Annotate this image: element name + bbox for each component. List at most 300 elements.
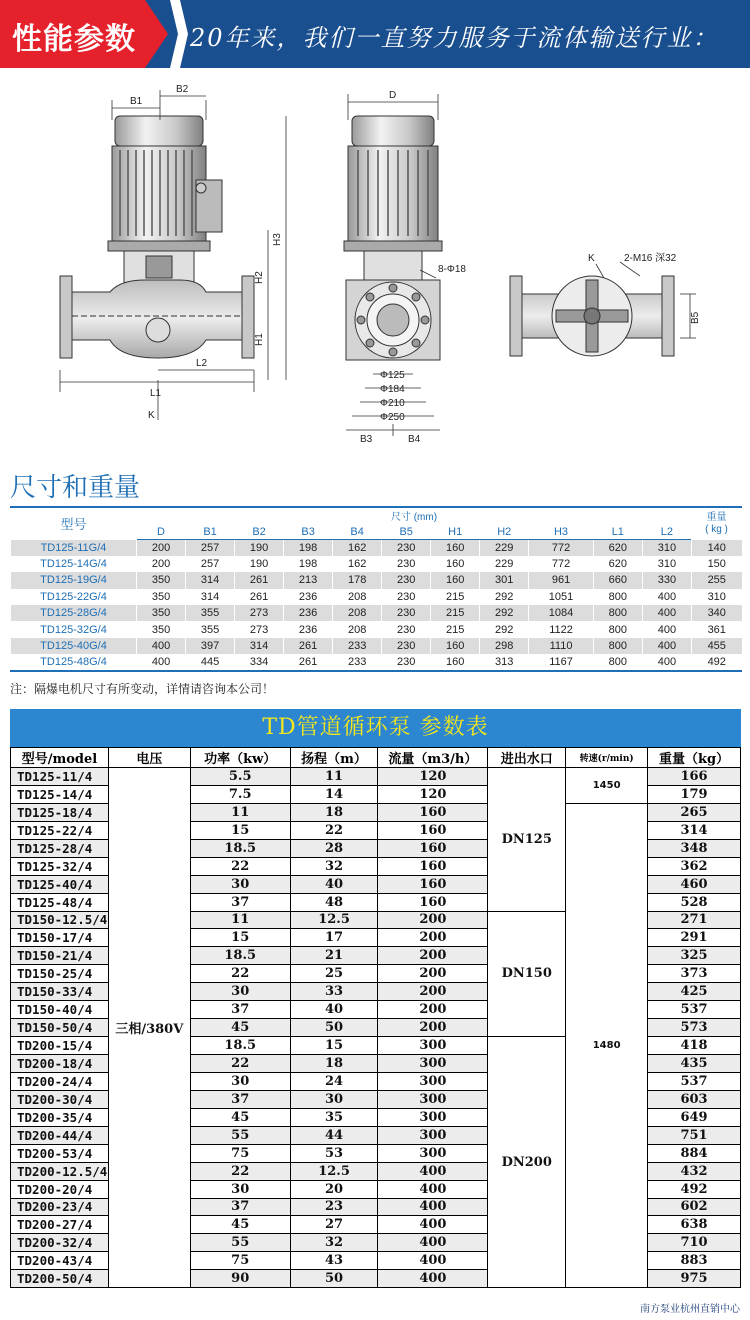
dim-value-cell: 400 — [137, 638, 186, 654]
param-power-cell: 5.5 — [190, 768, 290, 786]
label-dia125: Φ125 — [380, 370, 405, 381]
param-model-cell: TD150-12.5/4 — [11, 911, 109, 929]
dim-value-cell: 200 — [137, 540, 186, 556]
param-weight-cell: 883 — [648, 1252, 741, 1270]
label-bolt: 8-Φ18 — [438, 264, 466, 275]
dim-unit-header: 尺寸 (mm) — [137, 507, 692, 524]
param-model-cell: TD200-20/4 — [11, 1180, 109, 1198]
param-power-cell: 75 — [190, 1144, 290, 1162]
dimensions-table — [10, 506, 742, 672]
param-power-cell: 45 — [190, 1108, 290, 1126]
dimensions-note: 注：隔爆电机尺寸有所变动，详情请咨询本公司！ — [10, 682, 275, 696]
dim-value-cell: 160 — [431, 572, 480, 588]
param-head-cell: 50 — [290, 1019, 378, 1037]
params-section — [10, 709, 741, 1288]
dim-value-cell: 215 — [431, 621, 480, 637]
param-weight-cell: 179 — [648, 785, 741, 803]
param-head-cell: 15 — [290, 1037, 378, 1055]
param-head-cell: 40 — [290, 875, 378, 893]
dim-column-header: B2 — [235, 524, 284, 540]
dim-value-cell: 961 — [529, 572, 594, 588]
dim-value-cell: 198 — [284, 556, 333, 572]
param-power-cell: 22 — [190, 1162, 290, 1180]
dim-value-cell: 800 — [593, 589, 642, 605]
param-weight-cell: 435 — [648, 1055, 741, 1073]
param-model-cell: TD125-28/4 — [11, 839, 109, 857]
dim-value-cell: 230 — [382, 572, 431, 588]
param-head-cell: 35 — [290, 1108, 378, 1126]
param-flow-cell: 400 — [378, 1234, 488, 1252]
dim-value-cell: 208 — [333, 589, 382, 605]
param-power-cell: 90 — [190, 1270, 290, 1288]
drawing-svg — [0, 80, 750, 460]
label-dia210: Φ210 — [380, 398, 405, 409]
param-head-cell: 30 — [290, 1090, 378, 1108]
param-model-cell: TD125-22/4 — [11, 821, 109, 839]
param-model-cell: TD125-14/4 — [11, 785, 109, 803]
param-header-port: 进出水口 — [488, 748, 566, 768]
label-l2: L2 — [196, 358, 208, 369]
dim-table-row — [11, 654, 742, 670]
param-weight-cell: 265 — [648, 803, 741, 821]
param-model-cell: TD200-35/4 — [11, 1108, 109, 1126]
dim-column-header: B1 — [186, 524, 235, 540]
inlet-flange — [60, 276, 72, 358]
label-h3: H3 — [272, 233, 283, 246]
param-power-cell: 18.5 — [190, 1037, 290, 1055]
dim-value-cell: 261 — [235, 589, 284, 605]
params-table-body — [11, 768, 741, 1288]
param-header-model: 型号/model — [11, 748, 109, 768]
dim-column-header: H1 — [431, 524, 480, 540]
param-head-cell: 17 — [290, 929, 378, 947]
side-view — [344, 90, 466, 445]
param-weight-cell: 418 — [648, 1037, 741, 1055]
dim-value-cell: 230 — [382, 621, 431, 637]
param-power-cell: 15 — [190, 821, 290, 839]
dim-value-cell: 208 — [333, 605, 382, 621]
param-weight-cell: 537 — [648, 1072, 741, 1090]
dim-value-cell: 257 — [186, 556, 235, 572]
param-head-cell: 24 — [290, 1072, 378, 1090]
param-model-cell: TD200-24/4 — [11, 1072, 109, 1090]
dim-value-cell: 620 — [593, 556, 642, 572]
dim-value-cell: 1110 — [529, 638, 594, 654]
top-view — [510, 252, 701, 356]
label-b3: B3 — [360, 434, 373, 445]
dim-value-cell: 190 — [235, 556, 284, 572]
param-header-weight: 重量（kg） — [648, 748, 741, 768]
param-weight-cell: 638 — [648, 1216, 741, 1234]
dim-model-cell: TD125-22G/4 — [11, 589, 137, 605]
param-flow-cell: 200 — [378, 1019, 488, 1037]
label-m16: 2-M16 深32 — [624, 253, 677, 264]
label-dia184: Φ184 — [380, 384, 405, 395]
param-flow-cell: 300 — [378, 1037, 488, 1055]
dim-value-cell: 400 — [642, 654, 691, 670]
dim-value-cell: 162 — [333, 556, 382, 572]
param-power-cell: 37 — [190, 1001, 290, 1019]
dim-table-row — [11, 605, 742, 621]
motor-cover — [115, 116, 203, 146]
param-head-cell: 53 — [290, 1144, 378, 1162]
dim-value-cell: 620 — [593, 540, 642, 556]
param-head-cell: 43 — [290, 1252, 378, 1270]
param-flow-cell: 300 — [378, 1126, 488, 1144]
dim-column-header: B4 — [333, 524, 382, 540]
param-flow-cell: 300 — [378, 1144, 488, 1162]
dim-value-cell: 313 — [480, 654, 529, 670]
dim-value-cell: 355 — [186, 605, 235, 621]
param-weight-cell: 271 — [648, 911, 741, 929]
param-flow-cell: 120 — [378, 785, 488, 803]
dim-value-cell: 233 — [333, 654, 382, 670]
param-head-cell: 25 — [290, 965, 378, 983]
param-power-cell: 18.5 — [190, 947, 290, 965]
label-b4: B4 — [408, 434, 421, 445]
dim-value-cell: 292 — [480, 605, 529, 621]
dim-value-cell: 310 — [642, 540, 691, 556]
param-flow-cell: 300 — [378, 1108, 488, 1126]
dim-value-cell: 772 — [529, 556, 594, 572]
param-head-cell: 40 — [290, 1001, 378, 1019]
param-model-cell: TD200-27/4 — [11, 1216, 109, 1234]
footer-credit: 南方泵业杭州直销中心 — [640, 1304, 740, 1315]
dim-value-cell: 455 — [692, 638, 742, 654]
param-flow-cell: 400 — [378, 1162, 488, 1180]
dim-value-cell: 230 — [382, 556, 431, 572]
param-weight-cell: 975 — [648, 1270, 741, 1288]
dim-value-cell: 310 — [692, 589, 742, 605]
param-model-cell: TD150-40/4 — [11, 1001, 109, 1019]
param-flow-cell: 200 — [378, 1001, 488, 1019]
dim-value-cell: 215 — [431, 605, 480, 621]
dim-value-cell: 190 — [235, 540, 284, 556]
param-weight-cell: 432 — [648, 1162, 741, 1180]
param-header-voltage: 电压 — [108, 748, 190, 768]
label-b1: B1 — [130, 96, 143, 107]
param-weight-cell: 602 — [648, 1198, 741, 1216]
dim-model-cell: TD125-11G/4 — [11, 540, 137, 556]
dim-model-cell: TD125-28G/4 — [11, 605, 137, 621]
dim-value-cell: 1084 — [529, 605, 594, 621]
param-model-cell: TD200-44/4 — [11, 1126, 109, 1144]
param-model-cell: TD200-43/4 — [11, 1252, 109, 1270]
dim-value-cell: 198 — [284, 540, 333, 556]
dim-value-cell: 800 — [593, 638, 642, 654]
param-model-cell: TD125-48/4 — [11, 893, 109, 911]
param-head-cell: 12.5 — [290, 1162, 378, 1180]
dim-value-cell: 273 — [235, 621, 284, 637]
dim-value-cell: 233 — [333, 638, 382, 654]
param-model-cell: TD200-15/4 — [11, 1037, 109, 1055]
param-power-cell: 11 — [190, 911, 290, 929]
param-model-cell: TD125-18/4 — [11, 803, 109, 821]
dim-table-row — [11, 638, 742, 654]
param-speed-cell: 1480 — [566, 803, 648, 1287]
dim-table-body — [11, 540, 742, 671]
dim-value-cell: 160 — [431, 556, 480, 572]
param-port-cell: DN150 — [488, 911, 566, 1037]
param-model-cell: TD150-33/4 — [11, 983, 109, 1001]
param-head-cell: 20 — [290, 1180, 378, 1198]
param-head-cell: 23 — [290, 1198, 378, 1216]
dim-value-cell: 236 — [284, 621, 333, 637]
dim-column-header: D — [137, 524, 186, 540]
dim-value-cell: 400 — [642, 621, 691, 637]
param-head-cell: 32 — [290, 1234, 378, 1252]
param-flow-cell: 400 — [378, 1216, 488, 1234]
param-weight-cell: 649 — [648, 1108, 741, 1126]
dim-column-header: H3 — [529, 524, 594, 540]
dim-value-cell: 255 — [692, 572, 742, 588]
param-flow-cell: 300 — [378, 1090, 488, 1108]
dim-value-cell: 772 — [529, 540, 594, 556]
dim-value-cell: 350 — [137, 572, 186, 588]
param-head-cell: 48 — [290, 893, 378, 911]
param-head-cell: 11 — [290, 768, 378, 786]
dim-value-cell: 236 — [284, 605, 333, 621]
dim-value-cell: 200 — [137, 556, 186, 572]
dim-value-cell: 160 — [431, 638, 480, 654]
dim-value-cell: 314 — [235, 638, 284, 654]
param-head-cell: 50 — [290, 1270, 378, 1288]
param-weight-cell: 751 — [648, 1126, 741, 1144]
param-power-cell: 22 — [190, 965, 290, 983]
dim-model-cell: TD125-48G/4 — [11, 654, 137, 670]
dim-model-header: 型号 — [11, 507, 137, 540]
header-slogan: 20年来，我们一直努力服务于流体输送行业： — [190, 24, 719, 52]
dim-value-cell: 355 — [186, 621, 235, 637]
dim-value-cell: 230 — [382, 638, 431, 654]
dim-value-cell: 340 — [692, 605, 742, 621]
dim-value-cell: 273 — [235, 605, 284, 621]
dim-value-cell: 400 — [137, 654, 186, 670]
param-power-cell: 37 — [190, 893, 290, 911]
params-title: TD管道循环泵 参数表 — [10, 709, 741, 747]
param-weight-cell: 492 — [648, 1180, 741, 1198]
dim-value-cell: 178 — [333, 572, 382, 588]
dim-value-cell: 445 — [186, 654, 235, 670]
dim-model-cell: TD125-40G/4 — [11, 638, 137, 654]
param-weight-cell: 573 — [648, 1019, 741, 1037]
dim-value-cell: 261 — [284, 654, 333, 670]
param-flow-cell: 200 — [378, 965, 488, 983]
dim-value-cell: 298 — [480, 638, 529, 654]
param-power-cell: 30 — [190, 983, 290, 1001]
dim-column-header: H2 — [480, 524, 529, 540]
dim-value-cell: 400 — [642, 605, 691, 621]
dim-value-cell: 230 — [382, 605, 431, 621]
param-weight-cell: 710 — [648, 1234, 741, 1252]
param-power-cell: 22 — [190, 1055, 290, 1073]
dim-weight-header — [692, 507, 742, 540]
dim-model-cell: TD125-32G/4 — [11, 621, 137, 637]
dim-value-cell: 261 — [235, 572, 284, 588]
param-flow-cell: 160 — [378, 803, 488, 821]
label-k-top: K — [588, 253, 595, 264]
side-motor-cover — [352, 116, 434, 146]
param-model-cell: TD200-32/4 — [11, 1234, 109, 1252]
top-inlet-flange — [510, 276, 522, 356]
param-flow-cell: 300 — [378, 1055, 488, 1073]
param-header-flow: 流量（m3/h） — [378, 748, 488, 768]
param-power-cell: 37 — [190, 1198, 290, 1216]
param-flow-cell: 400 — [378, 1270, 488, 1288]
dim-value-cell: 230 — [382, 540, 431, 556]
outlet-flange — [242, 276, 254, 358]
param-model-cell: TD125-11/4 — [11, 768, 109, 786]
dim-value-cell: 162 — [333, 540, 382, 556]
dim-value-cell: 160 — [431, 540, 480, 556]
param-model-cell: TD125-32/4 — [11, 857, 109, 875]
param-power-cell: 11 — [190, 803, 290, 821]
dim-value-cell: 1122 — [529, 621, 594, 637]
dim-value-cell: 492 — [692, 654, 742, 670]
dim-value-cell: 400 — [642, 589, 691, 605]
param-power-cell: 55 — [190, 1126, 290, 1144]
dim-value-cell: 230 — [382, 654, 431, 670]
dim-value-cell: 314 — [186, 589, 235, 605]
param-power-cell: 30 — [190, 1072, 290, 1090]
param-flow-cell: 160 — [378, 893, 488, 911]
dim-model-cell: TD125-19G/4 — [11, 572, 137, 588]
label-d: D — [389, 90, 397, 101]
param-power-cell: 45 — [190, 1019, 290, 1037]
dim-value-cell: 229 — [480, 540, 529, 556]
param-model-cell: TD200-53/4 — [11, 1144, 109, 1162]
param-power-cell: 18.5 — [190, 839, 290, 857]
param-flow-cell: 400 — [378, 1180, 488, 1198]
label-k-front: K — [148, 410, 155, 421]
dim-column-header: B3 — [284, 524, 333, 540]
param-power-cell: 30 — [190, 1180, 290, 1198]
param-model-cell: TD200-30/4 — [11, 1090, 109, 1108]
dim-value-cell: 397 — [186, 638, 235, 654]
param-flow-cell: 200 — [378, 911, 488, 929]
dim-value-cell: 213 — [284, 572, 333, 588]
dim-value-cell: 361 — [692, 621, 742, 637]
dim-table-row — [11, 556, 742, 572]
param-power-cell: 7.5 — [190, 785, 290, 803]
param-flow-cell: 300 — [378, 1072, 488, 1090]
dim-value-cell: 140 — [692, 540, 742, 556]
param-flow-cell: 120 — [378, 768, 488, 786]
dim-value-cell: 150 — [692, 556, 742, 572]
param-power-cell: 37 — [190, 1090, 290, 1108]
param-model-cell: TD200-50/4 — [11, 1270, 109, 1288]
param-weight-cell: 537 — [648, 1001, 741, 1019]
header-title: 性能参数 — [12, 22, 136, 57]
dim-value-cell: 257 — [186, 540, 235, 556]
param-weight-cell: 528 — [648, 893, 741, 911]
param-weight-cell: 884 — [648, 1144, 741, 1162]
param-power-cell: 55 — [190, 1234, 290, 1252]
dim-table-row — [11, 540, 742, 556]
param-header-power: 功率（kw） — [190, 748, 290, 768]
label-b5: B5 — [690, 311, 701, 324]
dim-value-cell: 301 — [480, 572, 529, 588]
params-table — [10, 747, 741, 1288]
dim-table-row — [11, 621, 742, 637]
param-weight-cell: 314 — [648, 821, 741, 839]
param-power-cell: 22 — [190, 857, 290, 875]
label-h2: H2 — [254, 271, 265, 284]
param-header-head: 扬程（m） — [290, 748, 378, 768]
dim-weight-unit: ( kg ) — [705, 523, 728, 535]
param-flow-cell: 400 — [378, 1198, 488, 1216]
dim-value-cell: 800 — [593, 654, 642, 670]
label-b2: B2 — [176, 84, 189, 95]
top-outlet-flange — [662, 276, 674, 356]
param-flow-cell: 200 — [378, 929, 488, 947]
param-head-cell: 12.5 — [290, 911, 378, 929]
param-head-cell: 44 — [290, 1126, 378, 1144]
dim-model-cell: TD125-14G/4 — [11, 556, 137, 572]
param-weight-cell: 166 — [648, 768, 741, 786]
param-flow-cell: 200 — [378, 947, 488, 965]
dimensions-title: 尺寸和重量 — [10, 472, 141, 502]
param-weight-cell: 425 — [648, 983, 741, 1001]
dim-weight-label: 重量 — [706, 511, 727, 523]
dim-value-cell: 1167 — [529, 654, 594, 670]
param-power-cell: 75 — [190, 1252, 290, 1270]
param-model-cell: TD200-23/4 — [11, 1198, 109, 1216]
dim-value-cell: 314 — [186, 572, 235, 588]
param-head-cell: 18 — [290, 803, 378, 821]
dim-table-row — [11, 572, 742, 588]
dim-value-cell: 800 — [593, 621, 642, 637]
param-model-cell: TD150-17/4 — [11, 929, 109, 947]
param-weight-cell: 348 — [648, 839, 741, 857]
dim-value-cell: 310 — [642, 556, 691, 572]
dim-column-header: B5 — [382, 524, 431, 540]
dim-table-row — [11, 589, 742, 605]
param-voltage-cell: 三相/380V — [108, 768, 190, 1288]
param-head-cell: 33 — [290, 983, 378, 1001]
dim-value-cell: 261 — [284, 638, 333, 654]
param-weight-cell: 291 — [648, 929, 741, 947]
param-model-cell: TD200-18/4 — [11, 1055, 109, 1073]
label-l1: L1 — [150, 388, 162, 399]
param-flow-cell: 160 — [378, 857, 488, 875]
param-flow-cell: 160 — [378, 821, 488, 839]
param-power-cell: 30 — [190, 875, 290, 893]
param-table-row — [11, 768, 741, 786]
param-head-cell: 22 — [290, 821, 378, 839]
dim-value-cell: 230 — [382, 589, 431, 605]
dim-value-cell: 334 — [235, 654, 284, 670]
param-weight-cell: 362 — [648, 857, 741, 875]
param-speed-cell: 1450 — [566, 768, 648, 804]
param-head-cell: 21 — [290, 947, 378, 965]
param-weight-cell: 460 — [648, 875, 741, 893]
param-power-cell: 45 — [190, 1216, 290, 1234]
pump-drawings — [0, 80, 750, 460]
param-power-cell: 15 — [190, 929, 290, 947]
param-model-cell: TD125-40/4 — [11, 875, 109, 893]
dim-column-header: L2 — [642, 524, 691, 540]
param-flow-cell: 160 — [378, 839, 488, 857]
side-motor-body — [348, 146, 438, 241]
dim-value-cell: 160 — [431, 654, 480, 670]
dim-value-cell: 350 — [137, 605, 186, 621]
dim-value-cell: 229 — [480, 556, 529, 572]
param-flow-cell: 400 — [378, 1252, 488, 1270]
param-model-cell: TD150-50/4 — [11, 1019, 109, 1037]
dim-value-cell: 400 — [642, 638, 691, 654]
dim-value-cell: 800 — [593, 605, 642, 621]
